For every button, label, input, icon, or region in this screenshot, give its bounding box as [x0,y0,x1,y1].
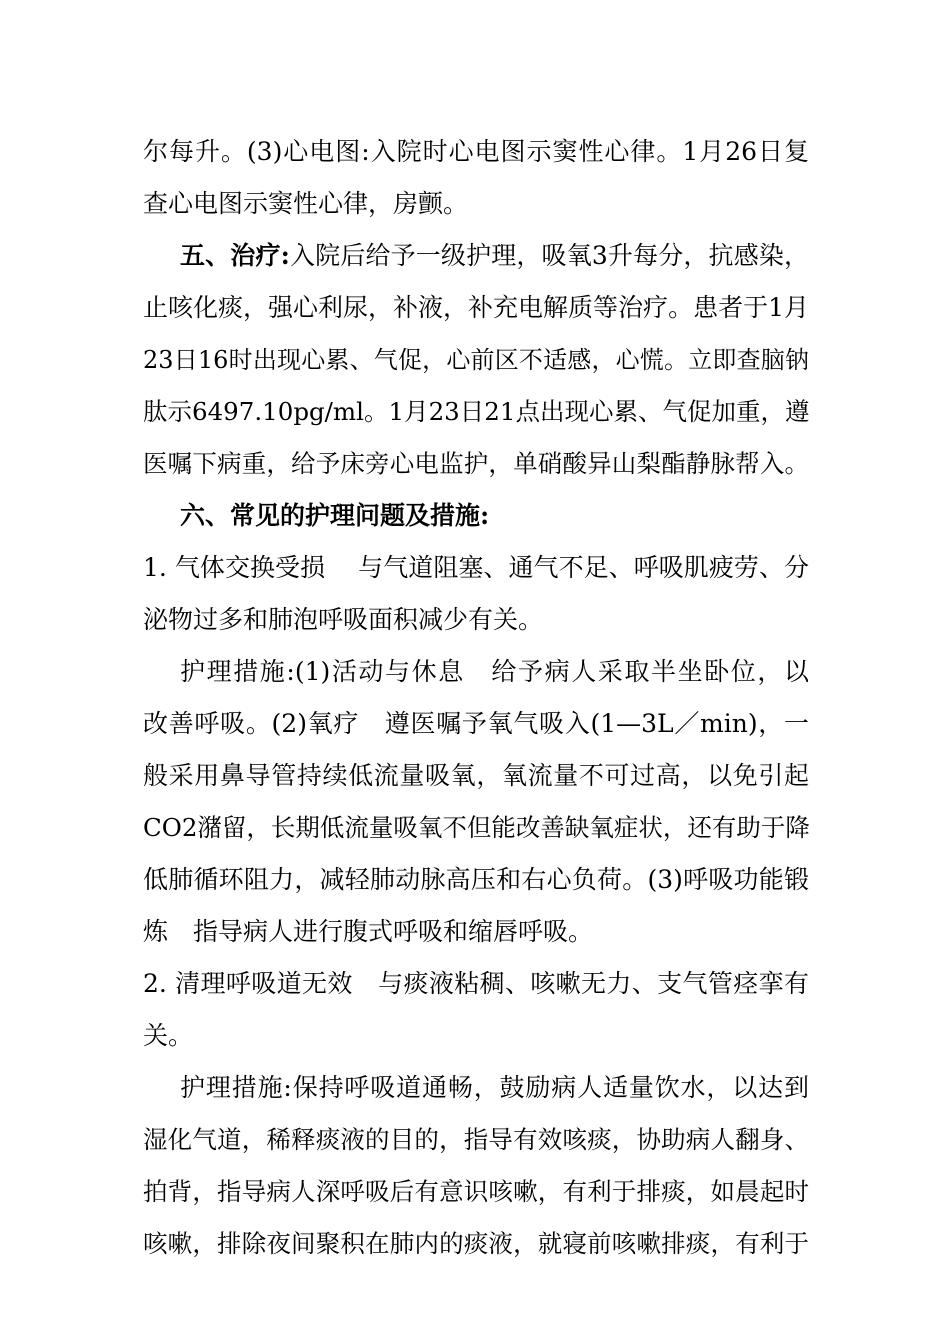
list-item-2 [143,958,809,1010]
text-line [143,1218,809,1270]
line-text: 湿化气道，稀释痰液的目的，指导有效咳痰，协助病人翻身、 [143,1125,809,1154]
line-text: 咳嗽，排除夜间聚积在肺内的痰液，就寝前咳嗽排痰，有利于 [143,1229,809,1258]
text-line [143,750,809,802]
list-item-1 [143,542,809,594]
line-text: 护理措施:保持呼吸道通畅，鼓励病人适量饮水，以达到 [180,1073,809,1102]
text-line [143,126,809,178]
text-line [143,1114,809,1166]
line-text: 泌物过多和肺泡呼吸面积减少有关。 [143,605,544,634]
line-text: CO2潴留，长期低流量吸氧不但能改善缺氧症状，还有助于降 [143,813,810,842]
heading-label: 六、常见的护理问题及措施: [180,501,490,530]
text-line [143,802,809,854]
line-text: 1. 气体交换受损 与气道阻塞、通气不足、呼吸肌疲劳、分 [143,553,809,582]
line-text: 入院后给予一级护理，吸氧3升每分，抗感染， [289,241,809,270]
text-line [143,698,809,750]
text-line [143,178,809,230]
text-line [143,386,809,438]
line-text: 护理措施:(1)活动与休息 给予病人采取半坐卧位，以 [180,657,809,686]
line-text: 2. 清理呼吸道无效 与痰液粘稠、咳嗽无力、支气管痉挛有 [143,969,809,998]
section-heading-treatment [143,230,809,282]
heading-label: 五、治疗: [180,241,290,270]
line-text: 拍背，指导病人深呼吸后有意识咳嗽，有利于排痰，如晨起时 [143,1177,809,1206]
text-line [143,1166,809,1218]
line-text: 关。 [143,1021,194,1050]
section-heading-nursing-problems [143,490,809,542]
line-text: 低肺循环阻力，减轻肺动脉高压和右心负荷。(3)呼吸功能锻 [143,865,809,894]
line-text: 医嘱下病重，给予床旁心电监护，单硝酸异山梨酯静脉帮入。 [143,449,809,478]
text-line [143,906,809,958]
line-text: 尔每升。(3)心电图:入院时心电图示窦性心律。1月26日复 [143,137,809,166]
text-line [143,594,809,646]
nursing-measures-paragraph [143,1062,809,1114]
line-text: 炼 指导病人进行腹式呼吸和缩唇呼吸。 [143,917,594,946]
text-line [143,438,809,490]
document-page [143,126,809,1270]
line-text: 止咳化痰，强心利尿，补液，补充电解质等治疗。患者于1月 [143,293,809,322]
text-line [143,1010,809,1062]
line-text: 肽示6497.10pg/ml。1月23日21点出现心累、气促加重，遵 [143,397,810,426]
nursing-measures-paragraph [143,646,809,698]
line-text: 般采用鼻导管持续低流量吸氧，氧流量不可过高，以免引起 [143,761,809,790]
line-text: 改善呼吸。(2)氧疗 遵医嘱予氧气吸入(1—3L／min)，一 [143,709,809,738]
text-line [143,854,809,906]
text-line [143,334,809,386]
line-text: 23日16时出现心累、气促，心前区不适感，心慌。立即查脑钠 [143,346,809,374]
text-line [143,282,809,334]
line-text: 查心电图示窦性心律，房颤。 [143,189,469,218]
